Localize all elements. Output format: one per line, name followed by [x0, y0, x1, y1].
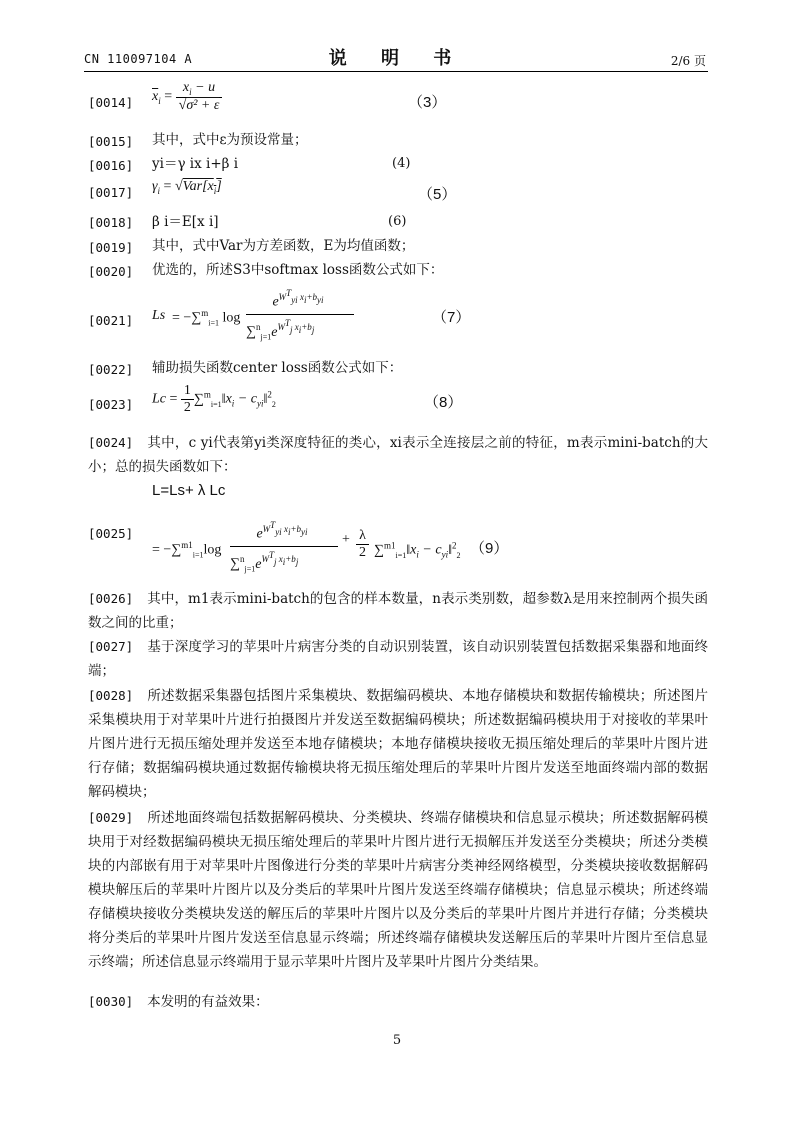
document-title: 说 明 书	[328, 48, 466, 69]
para-id-0014: [0014]	[88, 95, 134, 110]
para-id-0017: [0017]	[88, 185, 134, 200]
para-id-0020: [0020]	[88, 264, 134, 279]
para-id-0026: [0026]	[88, 591, 134, 606]
equation-number-3: （3）	[408, 94, 447, 111]
equation-number-4: (4)	[392, 156, 411, 171]
para-text-0026: 其中，m1表示mini-batch的包含的样本数量，n表示类别数，超参数λ是用来控制两个损失函数之间的比重；	[88, 591, 708, 631]
para-text-0024: 其中，c yi代表第yi类深度特征的类心，xi表示全连接层之前的特征，m表示mini-batch的大小；总的损失函数如下：	[88, 435, 708, 475]
para-text-0018: β i＝E[x i]	[152, 214, 219, 230]
para-id-0019: [0019]	[88, 240, 134, 255]
para-id-0029: [0029]	[88, 810, 134, 825]
para-id-0028: [0028]	[88, 688, 134, 703]
para-0029	[88, 806, 708, 974]
para-0024	[88, 431, 708, 479]
para-0028	[88, 684, 708, 804]
para-id-0016: [0016]	[88, 158, 134, 173]
para-0030	[88, 990, 708, 1014]
total-loss-formula: L=Ls+ λ Lc	[152, 482, 226, 499]
para-id-0021: [0021]	[88, 313, 134, 328]
para-id-0018: [0018]	[88, 215, 134, 230]
para-id-0023: [0023]	[88, 397, 134, 412]
para-text-0016: yi＝γ ix i+β i	[152, 156, 239, 172]
equation-number-8: （8）	[424, 394, 463, 411]
para-text-0019: 其中，式中Var为方差函数，E为均值函数；	[152, 238, 415, 254]
page-number: 5	[392, 1033, 402, 1048]
para-text-0020: 优选的，所述S3中softmax loss函数公式如下：	[152, 262, 444, 278]
equation-number-7: （7）	[432, 309, 471, 326]
para-id-0022: [0022]	[88, 362, 134, 377]
para-0027	[88, 635, 708, 683]
para-text-0022: 辅助损失函数center loss函数公式如下：	[152, 360, 403, 376]
header-rule	[84, 71, 708, 72]
para-text-0027: 基于深度学习的苹果叶片病害分类的自动识别装置，该自动识别装置包括数据采集器和地面终端；	[88, 639, 708, 679]
publication-number: CN 110097104 A	[84, 52, 193, 66]
para-text-0015: 其中，式中ε为预设常量；	[152, 132, 308, 148]
para-id-0025: [0025]	[88, 526, 134, 541]
equation-number-9: （9）	[470, 540, 509, 557]
equation-8: Lc = $\frac{1}{2}$ $\sum^m_{i=1}‖x_i$ − $c_{yi}‖^2_2$	[152, 383, 276, 415]
para-text-0030: 本发明的有益效果：	[147, 994, 269, 1010]
equation-3: $\overline{x}_i$ = $\frac{x_i - u}{\text{√σ² + ε}}$	[152, 80, 222, 114]
para-0026	[88, 587, 708, 635]
equation-number-6: (6)	[388, 214, 407, 229]
page-of-indicator: 2/6 页	[670, 54, 706, 68]
para-id-0030: [0030]	[88, 994, 134, 1009]
equation-5: $\gamma_i = √Var[x_i]$	[152, 179, 222, 196]
para-id-0027: [0027]	[88, 639, 134, 654]
para-text-0028: 所述数据采集器包括图片采集模块、数据编码模块、本地存储模块和数据传输模块；所述图片采集模块用于对苹果叶片进行拍摄图片并发送至数据编码模块；所述数据编码模块用于对接收的苹果叶片图片进行无损压缩处理并发送至本地存储模块；本地存储模块接收无损压缩处理后的苹果叶片图片进行存储；数据编码模块通过数据传输模块将无损压缩处理后的苹果叶片图片发送至地面终端内部的数据解码模块；	[88, 688, 708, 800]
para-text-0029: 所述地面终端包括数据解码模块、分类模块、终端存储模块和信息显示模块；所述数据解码模块用于对经数据编码模块无损压缩处理后的苹果叶片图片进行无损解压并发送至分类模块；所述分类模块的内部嵌有用于对苹果叶片图像进行分类的苹果叶片病害分类神经网络模型，分类模块接收数据解码模块解压后的苹果叶片图片以及分类后的苹果叶片图片发送至终端存储模块；信息显示模块；所述终端存储模块接收分类模块发送的解压后的苹果叶片图片以及分类后的苹果叶片图片并进行存储；分类模块将分类后的苹果叶片图片发送至信息显示终端；所述终端存储模块发送解压后的苹果叶片图片至信息显示终端；所述信息显示终端用于显示苹果叶片图片及苹果叶片图片分类结果。	[88, 810, 708, 970]
equation-number-5: （5）	[418, 186, 457, 203]
para-id-0015: [0015]	[88, 134, 134, 149]
para-id-0024: [0024]	[88, 435, 134, 450]
